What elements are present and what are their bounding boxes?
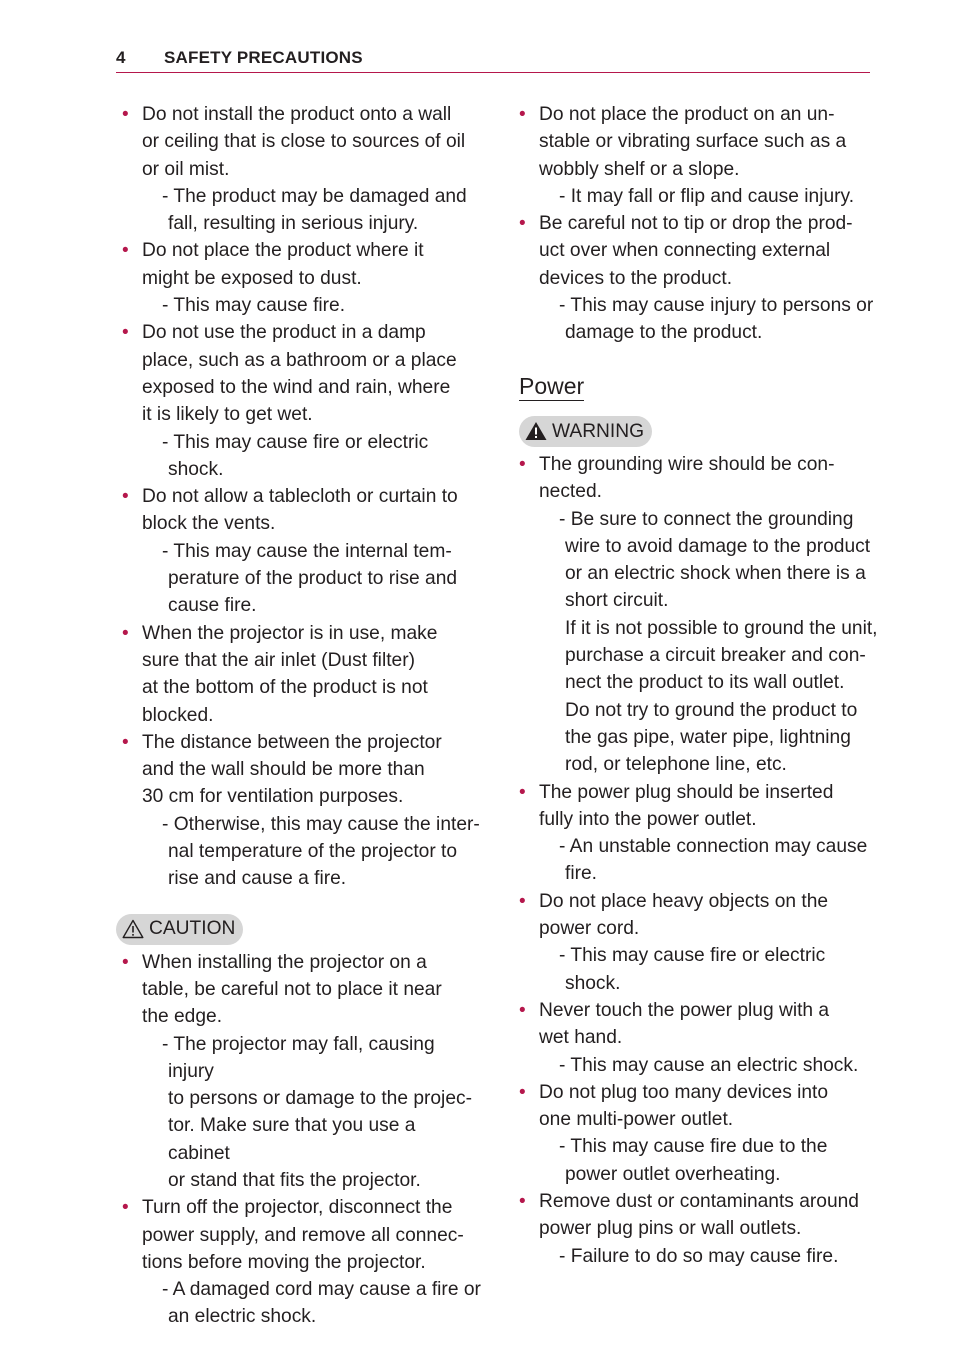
sub-note-line: - A damaged cord may cause a fire or [162,1279,481,1301]
bullet-text-line: table, be careful not to place it near [142,978,442,1000]
warning-triangle-filled-icon [525,421,547,441]
bullet-item [122,729,482,893]
sub-note-line: or stand that fits the projector. [168,1169,421,1191]
bullet-text-line: 30 cm for ventilation purposes. [142,786,404,808]
bullet-item [519,779,879,888]
sub-note-line: Do not try to ground the product to [565,699,858,721]
sub-note-line: perature of the product to rise and [168,568,458,590]
sub-note-line: purchase a circuit breaker and con- [565,645,866,667]
bullet-text-line: uct over when connecting external [539,240,831,262]
sub-note-line: rod, or telephone line, etc. [565,754,787,776]
sub-note-line: fire. [565,863,597,885]
right-column [519,101,879,1270]
bullet-item [122,237,482,319]
sub-note-line: - This may cause injury to persons or [559,295,874,317]
bullet-text-line: wet hand. [539,1027,623,1049]
page-number: 4 [116,48,126,67]
bullet-text-line: power supply, and remove all connec- [142,1224,464,1246]
caution-list [122,949,482,1331]
caution-triangle-outline-icon [122,919,144,939]
sub-note-line: - Failure to do so may cause fire. [559,1245,839,1267]
power-section [519,347,879,402]
page-header [116,47,870,73]
bullet-text-line: or ceiling that is close to sources of oil [142,131,466,153]
sub-note-line: nal temperature of the projector to [168,841,458,863]
sub-note-line: If it is not possible to ground the unit, [565,617,878,639]
caution-label: CAUTION [149,918,236,940]
sub-note-line: tor. Make sure that you use a cabinet [168,1115,416,1164]
caution-badge [116,914,243,945]
bullet-text-line: one multi-power outlet. [539,1109,734,1131]
bullet-text-line: place, such as a bathroom or a place [142,349,457,371]
bullet-item [519,451,879,779]
sub-note-line: damage to the product. [565,322,763,344]
left-list [122,101,482,893]
sub-note-line: an electric shock. [168,1306,317,1328]
sub-note-line: - This may cause the internal tem- [162,540,452,562]
warning-badge [519,416,652,447]
sub-note-line: to persons or damage to the projec- [168,1088,472,1110]
bullet-text-line: exposed to the wind and rain, where [142,376,451,398]
sub-note-line: - Otherwise, this may cause the inter- [162,813,480,835]
right-list [519,101,879,347]
sub-note-line: - This may cause fire or electric [559,945,826,967]
sub-note-line: - This may cause fire due to the [559,1136,828,1158]
bullet-text-line: blocked. [142,704,214,726]
bullet-text-line: • The power plug should be inserted [539,781,834,803]
bullet-text-line: stable or vibrating surface such as a [539,131,847,153]
bullet-text-line: sure that the air inlet (Dust filter) [142,649,415,671]
bullet-text-line: • Do not install the product onto a wall [142,104,452,125]
bullet-text-line: • When installing the projector on a [142,951,427,973]
bullet-item [122,949,482,1195]
bullet-text-line: • Do not plug too many devices into [539,1081,829,1103]
bullet-item [519,1079,879,1188]
sub-note-line: - This may cause fire. [162,295,346,317]
sub-note-line: or an electric shock when there is a [565,563,866,585]
bullet-item [519,210,879,346]
bullet-text-line: it is likely to get wet. [142,404,313,426]
bullet-text-line: • Never touch the power plug with a [539,999,830,1021]
sub-note-line: - An unstable connection may cause [559,836,868,858]
sub-note-line: fall, resulting in serious injury. [168,213,419,235]
bullet-text-line: • Do not place the product where it [142,240,424,262]
warning-label: WARNING [552,420,645,442]
bullet-text-line: or oil mist. [142,158,230,180]
sub-note-line: - The product may be damaged and [162,185,467,207]
bullet-text-line: • The grounding wire should be con- [539,453,835,475]
bullet-text-line: • Do not use the product in a damp [142,322,426,344]
bullet-text-line: might be exposed to dust. [142,267,362,289]
sub-note-line: - The projector may fall, causing injury [162,1033,435,1082]
sub-note-line: shock. [168,458,224,480]
bullet-item [519,997,879,1079]
bullet-item [122,620,482,729]
bullet-text-line: and the wall should be more than [142,759,425,781]
bullet-item [122,483,482,619]
bullet-item [519,1188,879,1270]
bullet-text-line: power cord. [539,918,640,940]
left-column [122,101,482,1331]
bullet-item [519,888,879,997]
sub-note-line: - This may cause fire or electric [162,431,429,453]
bullet-item [122,319,482,483]
bullet-text-line: • Remove dust or contaminants around [539,1190,859,1212]
warning-list [519,451,879,1270]
bullet-text-line: tions before moving the projector. [142,1251,426,1273]
sub-note-line: - This may cause an electric shock. [559,1054,859,1076]
bullet-text-line: • The distance between the projector [142,731,442,753]
sub-note-line: the gas pipe, water pipe, lightning [565,726,851,748]
bullet-text-line: • Do not place heavy objects on the [539,890,829,912]
bullet-text-line: • Do not allow a tablecloth or curtain to [142,486,458,508]
bullet-text-line: wobbly shelf or a slope. [539,158,740,180]
bullet-item [122,101,482,237]
sub-note-line: wire to avoid damage to the product [565,535,871,557]
bullet-text-line: • When the projector is in use, make [142,622,438,644]
bullet-text-line: • Turn off the projector, disconnect the [142,1197,453,1219]
bullet-text-line: • Do not place the product on an un- [539,104,835,125]
bullet-text-line: the edge. [142,1006,223,1028]
bullet-text-line: power plug pins or wall outlets. [539,1218,802,1240]
sub-note-line: nect the product to its wall outlet. [565,672,845,694]
bullet-text-line: block the vents. [142,513,276,535]
bullet-text-line: at the bottom of the product is not [142,677,428,699]
section-title: SAFETY PRECAUTIONS [164,48,363,67]
bullet-text-line: devices to the product. [539,267,733,289]
bullet-item [122,1194,482,1330]
bullet-text-line: • Be careful not to tip or drop the prod- [539,213,853,235]
sub-note-line: shock. [565,972,621,994]
power-heading: Power [519,372,585,399]
sub-note-line: short circuit. [565,590,669,612]
sub-note-line: rise and cause a fire. [168,868,347,890]
sub-note-line: power outlet overheating. [565,1163,781,1185]
sub-note-line: cause fire. [168,595,257,617]
bullet-text-line: nected. [539,481,602,503]
sub-note-line: - It may fall or flip and cause injury. [559,185,855,207]
bullet-text-line: fully into the power outlet. [539,808,757,830]
bullet-item [519,101,879,210]
sub-note-line: - Be sure to connect the grounding [559,508,854,530]
